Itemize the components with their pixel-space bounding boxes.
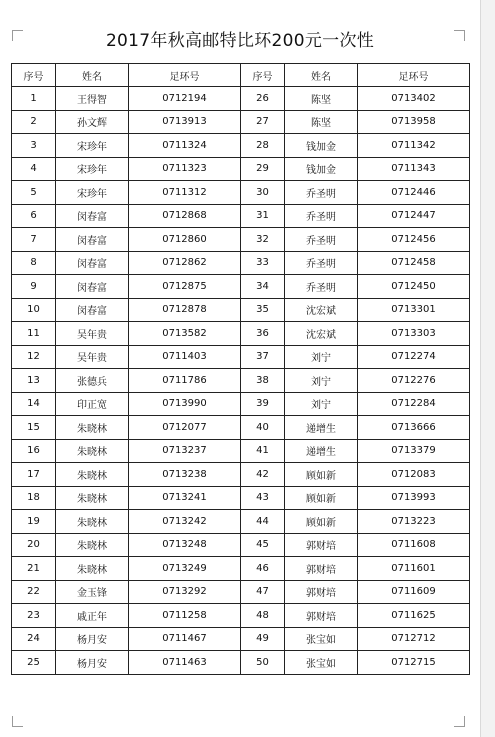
name-cell: 吴年贵 xyxy=(56,345,129,369)
index-cell: 7 xyxy=(12,228,56,252)
name-cell: 印正宽 xyxy=(56,392,129,416)
page-edge xyxy=(480,0,495,737)
ring-number-cell: 0713238 xyxy=(129,463,241,487)
name-cell: 王得智 xyxy=(56,87,129,111)
index-cell: 20 xyxy=(12,533,56,557)
index-cell: 37 xyxy=(241,345,285,369)
crop-mark-bottom-left xyxy=(12,716,23,727)
name-cell: 刘宁 xyxy=(285,392,358,416)
ring-number-cell: 0712868 xyxy=(129,204,241,228)
ring-number-cell: 0713248 xyxy=(129,533,241,557)
table-row xyxy=(12,580,470,604)
name-cell: 杨月安 xyxy=(56,651,129,675)
ring-number-cell: 0713249 xyxy=(129,557,241,581)
ring-number-cell: 0712860 xyxy=(129,228,241,252)
table-row xyxy=(12,651,470,675)
header-index: 序号 xyxy=(241,64,285,87)
table-row xyxy=(12,510,470,534)
index-cell: 15 xyxy=(12,416,56,440)
table-row xyxy=(12,134,470,158)
ring-number-cell: 0711403 xyxy=(129,345,241,369)
ring-number-cell: 0713223 xyxy=(358,510,470,534)
index-cell: 28 xyxy=(241,134,285,158)
name-cell: 吴年贵 xyxy=(56,322,129,346)
name-cell: 闵春富 xyxy=(56,298,129,322)
table-row xyxy=(12,604,470,628)
name-cell: 陈坚 xyxy=(285,87,358,111)
index-cell: 27 xyxy=(241,110,285,134)
ring-number-cell: 0713666 xyxy=(358,416,470,440)
index-cell: 5 xyxy=(12,181,56,205)
table-row xyxy=(12,369,470,393)
name-cell: 张宝如 xyxy=(285,627,358,651)
ring-number-cell: 0711608 xyxy=(358,533,470,557)
table-row xyxy=(12,322,470,346)
table-row xyxy=(12,157,470,181)
index-cell: 22 xyxy=(12,580,56,604)
index-cell: 29 xyxy=(241,157,285,181)
name-cell: 朱晓林 xyxy=(56,486,129,510)
index-cell: 9 xyxy=(12,275,56,299)
name-cell: 朱晓林 xyxy=(56,439,129,463)
ring-number-cell: 0713402 xyxy=(358,87,470,111)
index-cell: 6 xyxy=(12,204,56,228)
table-row xyxy=(12,627,470,651)
name-cell: 闵春富 xyxy=(56,275,129,299)
name-cell: 郭财培 xyxy=(285,533,358,557)
index-cell: 36 xyxy=(241,322,285,346)
name-cell: 闵春富 xyxy=(56,251,129,275)
name-cell: 顾如新 xyxy=(285,463,358,487)
name-cell: 沈宏斌 xyxy=(285,322,358,346)
document-title: 2017年秋高邮特比环200元一次性 xyxy=(105,31,375,51)
index-cell: 32 xyxy=(241,228,285,252)
header-ring-number: 足环号 xyxy=(129,64,241,87)
name-cell: 宋珍年 xyxy=(56,181,129,205)
table-row xyxy=(12,416,470,440)
index-cell: 45 xyxy=(241,533,285,557)
name-cell: 陈坚 xyxy=(285,110,358,134)
index-cell: 34 xyxy=(241,275,285,299)
ring-number-cell: 0712712 xyxy=(358,627,470,651)
ring-number-cell: 0711467 xyxy=(129,627,241,651)
index-cell: 39 xyxy=(241,392,285,416)
ring-number-cell: 0712446 xyxy=(358,181,470,205)
ring-number-cell: 0711324 xyxy=(129,134,241,158)
name-cell: 张德兵 xyxy=(56,369,129,393)
ring-number-cell: 0712715 xyxy=(358,651,470,675)
index-cell: 14 xyxy=(12,392,56,416)
index-cell: 41 xyxy=(241,439,285,463)
table-row xyxy=(12,533,470,557)
ring-number-cell: 0712276 xyxy=(358,369,470,393)
index-cell: 1 xyxy=(12,87,56,111)
name-cell: 递增生 xyxy=(285,439,358,463)
header-ring-number: 足环号 xyxy=(358,64,470,87)
table-row xyxy=(12,87,470,111)
index-cell: 40 xyxy=(241,416,285,440)
ring-number-cell: 0711323 xyxy=(129,157,241,181)
index-cell: 47 xyxy=(241,580,285,604)
ring-number-cell: 0712878 xyxy=(129,298,241,322)
name-cell: 钱加金 xyxy=(285,157,358,181)
header-index: 序号 xyxy=(12,64,56,87)
name-cell: 乔圣明 xyxy=(285,228,358,252)
name-cell: 递增生 xyxy=(285,416,358,440)
ring-number-cell: 0711601 xyxy=(358,557,470,581)
header-name: 姓名 xyxy=(56,64,129,87)
index-cell: 13 xyxy=(12,369,56,393)
ring-number-cell: 0713582 xyxy=(129,322,241,346)
ring-number-cell: 0711343 xyxy=(358,157,470,181)
header-name: 姓名 xyxy=(285,64,358,87)
name-cell: 朱晓林 xyxy=(56,416,129,440)
table-row xyxy=(12,557,470,581)
ring-number-cell: 0712077 xyxy=(129,416,241,440)
name-cell: 闵春富 xyxy=(56,204,129,228)
name-cell: 朱晓林 xyxy=(56,557,129,581)
table-row xyxy=(12,392,470,416)
ring-number-cell: 0711258 xyxy=(129,604,241,628)
index-cell: 12 xyxy=(12,345,56,369)
ring-number-cell: 0713913 xyxy=(129,110,241,134)
ring-number-cell: 0713237 xyxy=(129,439,241,463)
index-cell: 50 xyxy=(241,651,285,675)
index-cell: 44 xyxy=(241,510,285,534)
index-cell: 33 xyxy=(241,251,285,275)
name-cell: 宋珍年 xyxy=(56,134,129,158)
ring-number-cell: 0712284 xyxy=(358,392,470,416)
name-cell: 郭财培 xyxy=(285,557,358,581)
name-cell: 闵春富 xyxy=(56,228,129,252)
ring-number-cell: 0712875 xyxy=(129,275,241,299)
index-cell: 10 xyxy=(12,298,56,322)
table-row xyxy=(12,204,470,228)
ring-number-cell: 0712458 xyxy=(358,251,470,275)
ring-number-cell: 0713379 xyxy=(358,439,470,463)
index-cell: 46 xyxy=(241,557,285,581)
index-cell: 26 xyxy=(241,87,285,111)
name-cell: 乔圣明 xyxy=(285,251,358,275)
name-cell: 顾如新 xyxy=(285,486,358,510)
name-cell: 刘宁 xyxy=(285,369,358,393)
name-cell: 钱加金 xyxy=(285,134,358,158)
name-cell: 乔圣明 xyxy=(285,275,358,299)
name-cell: 朱晓林 xyxy=(56,463,129,487)
name-cell: 刘宁 xyxy=(285,345,358,369)
index-cell: 35 xyxy=(241,298,285,322)
ring-number-cell: 0711342 xyxy=(358,134,470,158)
ring-number-cell: 0711463 xyxy=(129,651,241,675)
ring-number-cell: 0712274 xyxy=(358,345,470,369)
name-cell: 宋珍年 xyxy=(56,157,129,181)
ring-number-cell: 0711312 xyxy=(129,181,241,205)
table-row xyxy=(12,251,470,275)
name-cell: 孙文辉 xyxy=(56,110,129,134)
ring-number-cell: 0712456 xyxy=(358,228,470,252)
table-row xyxy=(12,345,470,369)
index-cell: 23 xyxy=(12,604,56,628)
index-cell: 49 xyxy=(241,627,285,651)
index-cell: 21 xyxy=(12,557,56,581)
ring-number-cell: 0713292 xyxy=(129,580,241,604)
index-cell: 3 xyxy=(12,134,56,158)
index-cell: 4 xyxy=(12,157,56,181)
table-row xyxy=(12,181,470,205)
ring-number-cell: 0713990 xyxy=(129,392,241,416)
ring-number-cell: 0712447 xyxy=(358,204,470,228)
ring-number-table xyxy=(11,63,470,675)
index-cell: 43 xyxy=(241,486,285,510)
index-cell: 38 xyxy=(241,369,285,393)
index-cell: 16 xyxy=(12,439,56,463)
ring-number-cell: 0713242 xyxy=(129,510,241,534)
ring-number-cell: 0712450 xyxy=(358,275,470,299)
table-row xyxy=(12,228,470,252)
index-cell: 11 xyxy=(12,322,56,346)
ring-number-cell: 0712862 xyxy=(129,251,241,275)
name-cell: 郭财培 xyxy=(285,604,358,628)
table-row xyxy=(12,298,470,322)
ring-number-cell: 0712083 xyxy=(358,463,470,487)
crop-mark-bottom-right xyxy=(454,716,465,727)
index-cell: 17 xyxy=(12,463,56,487)
table-row xyxy=(12,439,470,463)
name-cell: 朱晓林 xyxy=(56,510,129,534)
ring-number-cell: 0713958 xyxy=(358,110,470,134)
table-row xyxy=(12,275,470,299)
index-cell: 42 xyxy=(241,463,285,487)
index-cell: 19 xyxy=(12,510,56,534)
ring-number-cell: 0713241 xyxy=(129,486,241,510)
index-cell: 18 xyxy=(12,486,56,510)
name-cell: 郭财培 xyxy=(285,580,358,604)
index-cell: 2 xyxy=(12,110,56,134)
name-cell: 顾如新 xyxy=(285,510,358,534)
ring-number-cell: 0713993 xyxy=(358,486,470,510)
ring-number-cell: 0711786 xyxy=(129,369,241,393)
index-cell: 31 xyxy=(241,204,285,228)
name-cell: 张宝如 xyxy=(285,651,358,675)
name-cell: 金玉锋 xyxy=(56,580,129,604)
index-cell: 30 xyxy=(241,181,285,205)
ring-number-cell: 0711625 xyxy=(358,604,470,628)
table-row xyxy=(12,110,470,134)
table-row xyxy=(12,486,470,510)
name-cell: 戚正年 xyxy=(56,604,129,628)
name-cell: 沈宏斌 xyxy=(285,298,358,322)
ring-number-cell: 0712194 xyxy=(129,87,241,111)
index-cell: 25 xyxy=(12,651,56,675)
name-cell: 朱晓林 xyxy=(56,533,129,557)
table-row xyxy=(12,463,470,487)
name-cell: 乔圣明 xyxy=(285,181,358,205)
index-cell: 24 xyxy=(12,627,56,651)
name-cell: 乔圣明 xyxy=(285,204,358,228)
ring-number-cell: 0711609 xyxy=(358,580,470,604)
table-header-row xyxy=(12,64,470,87)
ring-number-cell: 0713303 xyxy=(358,322,470,346)
index-cell: 8 xyxy=(12,251,56,275)
index-cell: 48 xyxy=(241,604,285,628)
ring-number-cell: 0713301 xyxy=(358,298,470,322)
name-cell: 杨月安 xyxy=(56,627,129,651)
